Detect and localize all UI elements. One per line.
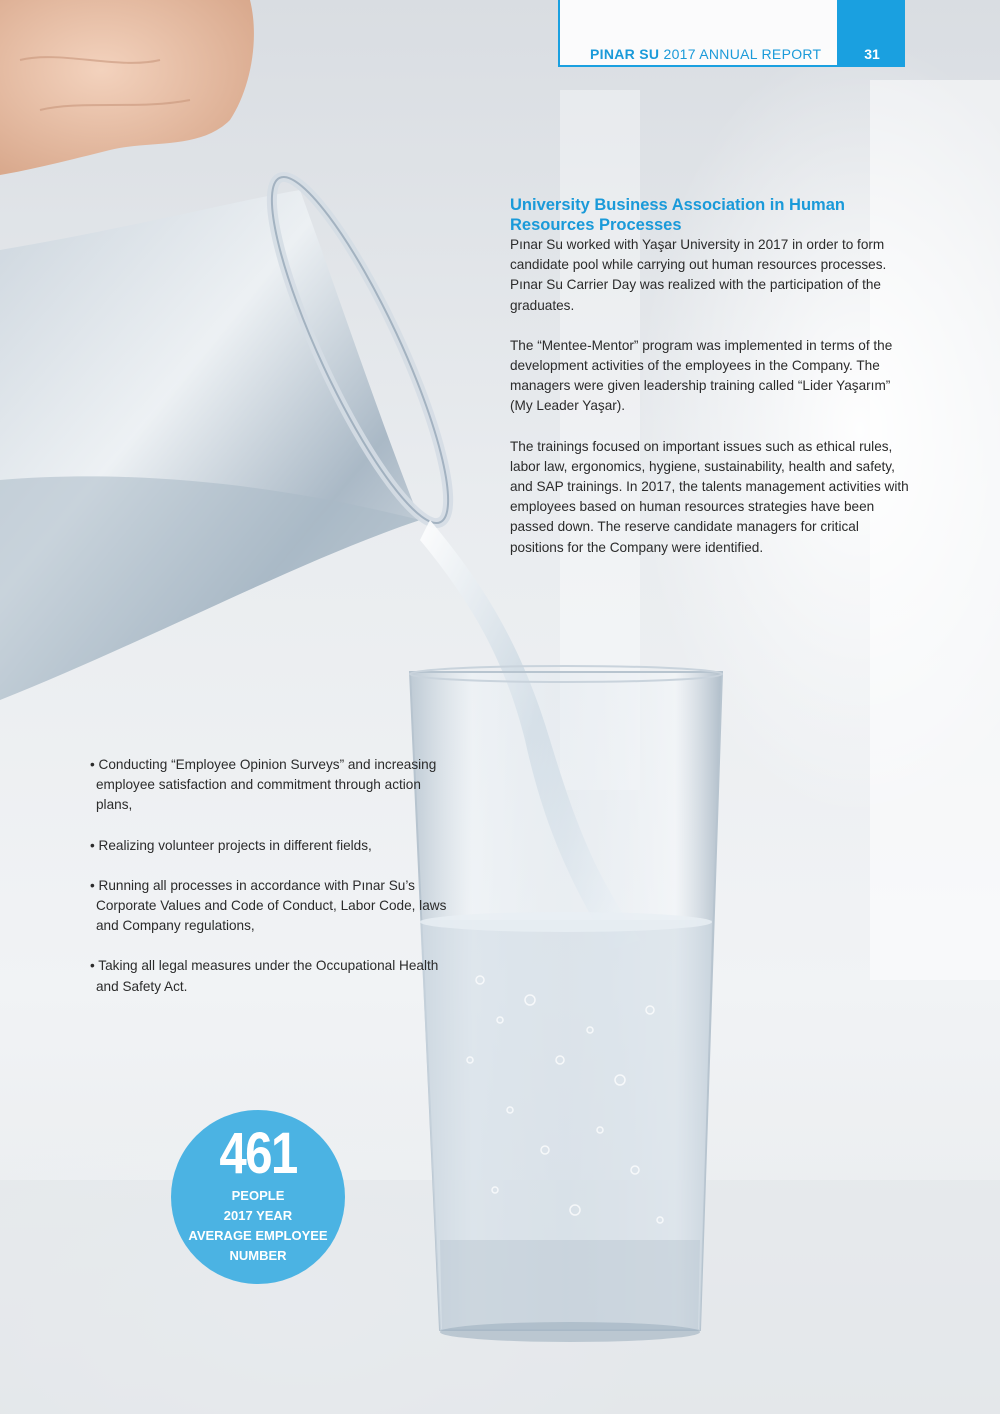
- hr-processes-section: [510, 195, 910, 578]
- brand-name: PINAR SU: [590, 46, 660, 62]
- stat-label-line: NUMBER: [229, 1248, 287, 1263]
- section-heading: University Business Association in Human Resources Processes: [510, 196, 845, 234]
- employee-count-badge: [171, 1110, 345, 1284]
- header-title: [590, 46, 821, 62]
- list-item: • Taking all legal measures under the Occupational Health and Safety Act.: [90, 958, 439, 994]
- stat-label-line: 2017 YEAR: [223, 1208, 293, 1223]
- stat-label-line: AVERAGE EMPLOYEE: [188, 1228, 328, 1243]
- list-item: • Conducting “Employee Opinion Surveys” and increasing employee satisfaction and commitment through action plans,: [90, 757, 437, 813]
- bullet-list: [90, 755, 460, 1017]
- section-paragraph: The “Mentee-Mentor” program was implemented in terms of the development activities of the employees in the Company. The managers were given leadership training called “Lider Yaşarım” (My Leader Yaşar).: [510, 337, 893, 414]
- list-item: • Running all processes in accordance with Pınar Su’s Corporate Values and Code of Conduct, Labor Code, laws and Company regulations,: [90, 877, 447, 934]
- employee-count-label: [179, 1186, 337, 1266]
- page-number: 31: [864, 46, 880, 62]
- section-paragraph: The trainings focused on important issues such as ethical rules, labor law, ergonomics, hygiene, sustainability, health and safety, and SAP trainings. In 2017, the talents management activities with employees based on human resources strategies have been passed down. The reserve candidate managers for critical positions for the Company were identified.: [510, 438, 909, 555]
- section-paragraph: Pınar Su worked with Yaşar University in 2017 in order to form candidate pool while carrying out human resources processes. Pınar Su Carrier Day was realized with the participation of the graduates.: [510, 237, 887, 313]
- list-item: • Realizing volunteer projects in different fields,: [90, 837, 372, 853]
- report-title: 2017 ANNUAL REPORT: [663, 46, 822, 62]
- stat-label-line: PEOPLE: [231, 1188, 285, 1203]
- employee-count-value: 461: [219, 1121, 297, 1186]
